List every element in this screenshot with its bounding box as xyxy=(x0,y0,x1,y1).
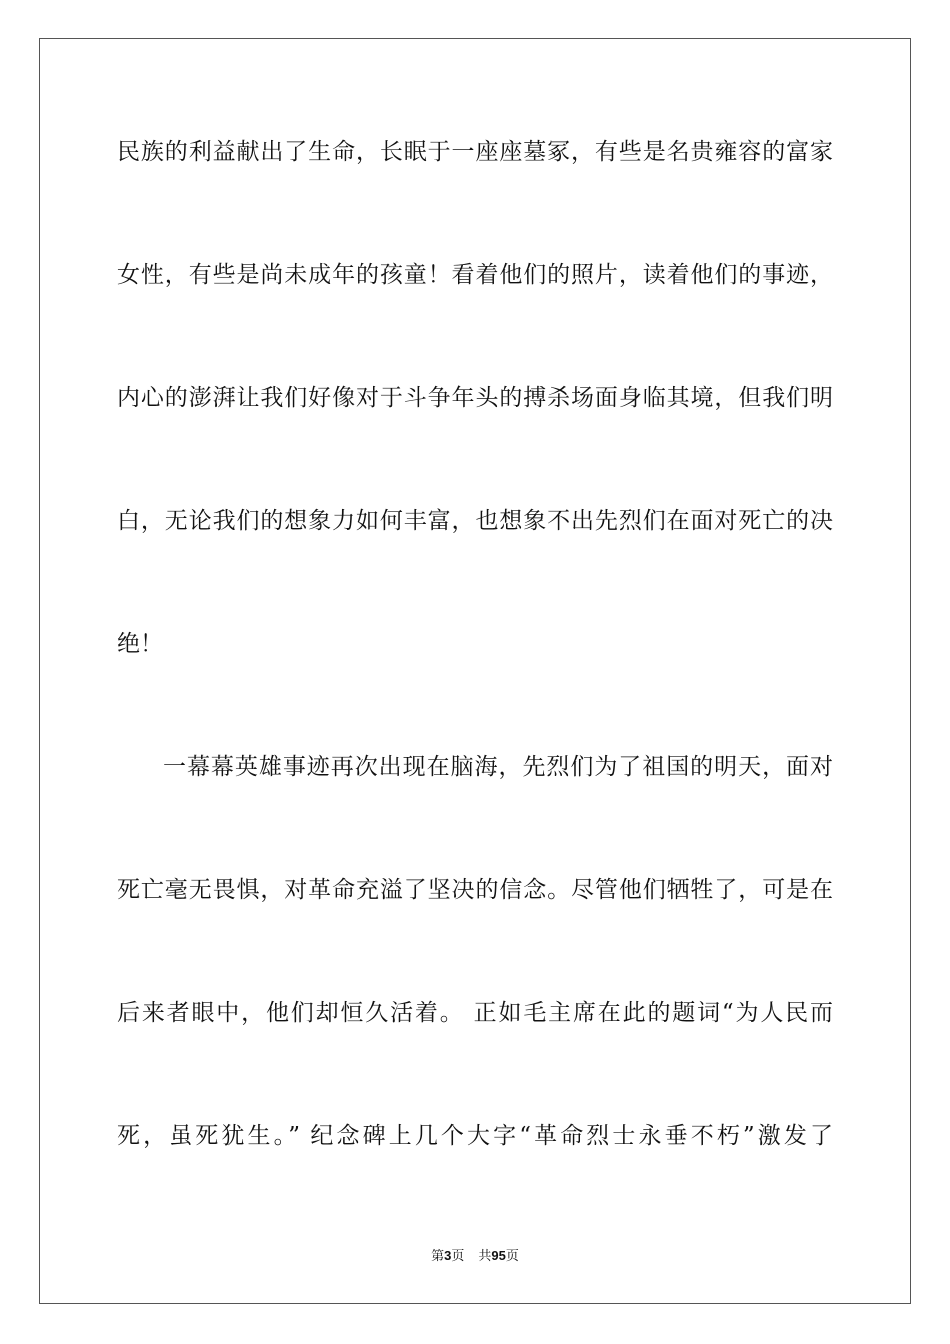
total-prefix: 共 xyxy=(478,1249,492,1264)
text-line-9: 死，虽死犹生。” 纪念碑上几个大字“革命烈士永垂不朽”激发了 xyxy=(117,1123,833,1149)
text-line-8: 后来者眼中，他们却恒久活着。 正如毛主席在此的题词“为人民而 xyxy=(117,1000,833,1026)
text-line-4: 白，无论我们的想象力如何丰富，也想象不出先烈们在面对死亡的决 xyxy=(117,508,833,534)
total-pages: 95 xyxy=(491,1248,506,1263)
text-line-6: 一幕幕英雄事迹再次出现在脑海，先烈们为了祖国的明天，面对 xyxy=(163,754,833,780)
page-number: 3 xyxy=(444,1248,452,1263)
page-suffix: 页 xyxy=(451,1249,465,1264)
text-line-1: 民族的利益献出了生命，长眠于一座座墓冢，有些是名贵雍容的富家 xyxy=(117,139,833,165)
text-line-5: 绝！ xyxy=(117,631,163,657)
page-frame xyxy=(39,38,911,1304)
page-prefix: 第 xyxy=(431,1249,445,1264)
text-line-2: 女性，有些是尚未成年的孩童！看着他们的照片，读着他们的事迹， xyxy=(117,262,833,288)
text-line-3: 内心的澎湃让我们好像对于斗争年头的搏杀场面身临其境，但我们明 xyxy=(117,385,833,411)
text-line-7: 死亡毫无畏惧，对革命充溢了坚决的信念。尽管他们牺牲了，可是在 xyxy=(117,877,833,903)
page-footer xyxy=(0,1246,950,1267)
total-suffix: 页 xyxy=(505,1249,519,1264)
